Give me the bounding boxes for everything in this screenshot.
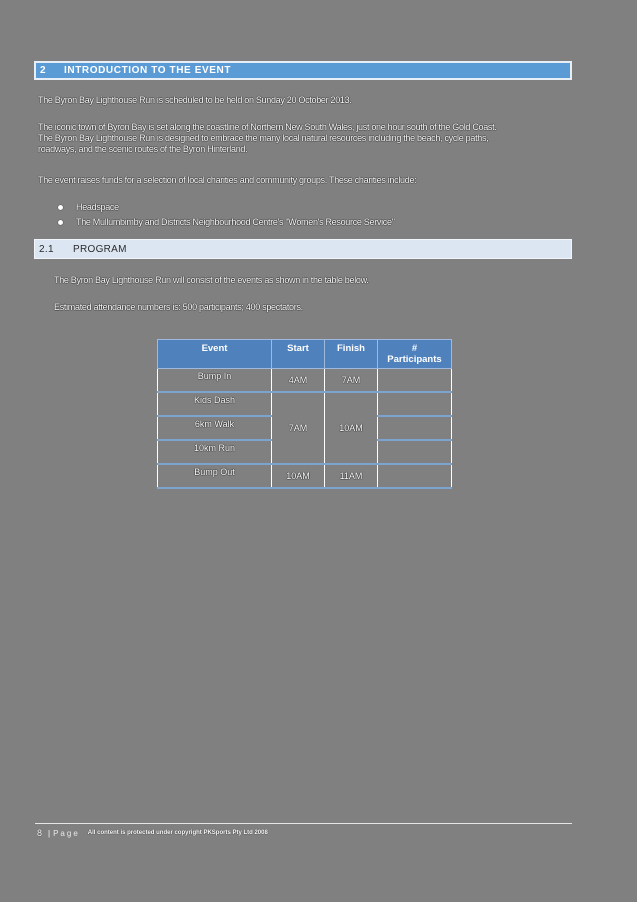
cell-finish: 11AM: [325, 464, 378, 488]
header-start: Start: [272, 340, 325, 369]
cell-event: Bump Out: [158, 464, 272, 488]
footer-separator: |: [48, 828, 51, 838]
charity-name: Headspace: [76, 202, 119, 212]
section-title: INTRODUCTION TO THE EVENT: [64, 65, 232, 76]
charities-intro: The event raises funds for a selection of local charities and community groups. These charities include:: [38, 175, 417, 185]
cell-participants: [378, 440, 452, 464]
bullet-icon: [58, 220, 63, 225]
header-finish: Finish: [325, 340, 378, 369]
subsection-title: PROGRAM: [73, 243, 127, 255]
program-table: [157, 339, 451, 489]
text-line: roadways, and the scenic routes of the Byron Hinterland.: [38, 144, 248, 154]
table-row: [158, 369, 452, 393]
cell-event: Kids Dash: [158, 392, 272, 416]
table-row: [158, 464, 452, 488]
cell-event: 6km Walk: [158, 416, 272, 440]
program-intro: The Byron Bay Lighthouse Run will consist of the events as shown in the table below.: [54, 275, 369, 285]
footer-divider: [35, 823, 572, 824]
cell-event: 10km Run: [158, 440, 272, 464]
cell-start: 10AM: [272, 464, 325, 488]
page-number: 8: [37, 828, 43, 838]
cell-participants: [378, 392, 452, 416]
table-row: [158, 392, 452, 416]
attendance-text: Estimated attendance numbers is: 500 participants; 400 spectators.: [54, 302, 303, 312]
copyright-notice: All content is protected under copyright PKSports Pty Ltd 2008: [87, 830, 268, 836]
header-hash: #: [411, 343, 418, 354]
subsection-number: 2.1: [39, 243, 54, 255]
cell-participants: [378, 464, 452, 488]
header-event: Event: [158, 340, 272, 369]
cell-participants: [378, 416, 452, 440]
cell-start: 4AM: [272, 369, 325, 393]
section-number: 2: [40, 65, 47, 76]
charity-name: The Mullumbimby and Districts Neighbourhood Centre's "Women's Resource Service": [76, 217, 395, 227]
cell-event: Bump In: [158, 369, 272, 393]
list-item: [58, 215, 395, 230]
page-footer: [37, 828, 268, 838]
cell-finish: 10AM: [325, 392, 378, 464]
list-item: [58, 200, 395, 215]
header-participants-label: Participants: [387, 354, 442, 365]
table-header-row: [158, 340, 452, 369]
cell-finish: 7AM: [325, 369, 378, 393]
cell-participants: [378, 369, 452, 393]
section-heading: [34, 61, 572, 80]
bullet-icon: [58, 205, 63, 210]
charities-list: [58, 200, 395, 230]
header-participants: [378, 340, 452, 369]
intro-paragraph-date: The Byron Bay Lighthouse Run is scheduled to be held on Sunday 20 October 2013.: [38, 95, 352, 105]
subsection-heading: [34, 239, 572, 259]
page-label: Page: [53, 828, 80, 838]
text-line: The iconic town of Byron Bay is set along the coastline of Northern New South Wales, just one hour south of the Gold Coast.: [38, 122, 497, 132]
cell-start: 7AM: [272, 392, 325, 464]
text-line: The Byron Bay Lighthouse Run is designed to embrace the many local natural resources including the beach, cycle paths,: [38, 133, 489, 143]
intro-paragraph-description: [38, 122, 578, 155]
